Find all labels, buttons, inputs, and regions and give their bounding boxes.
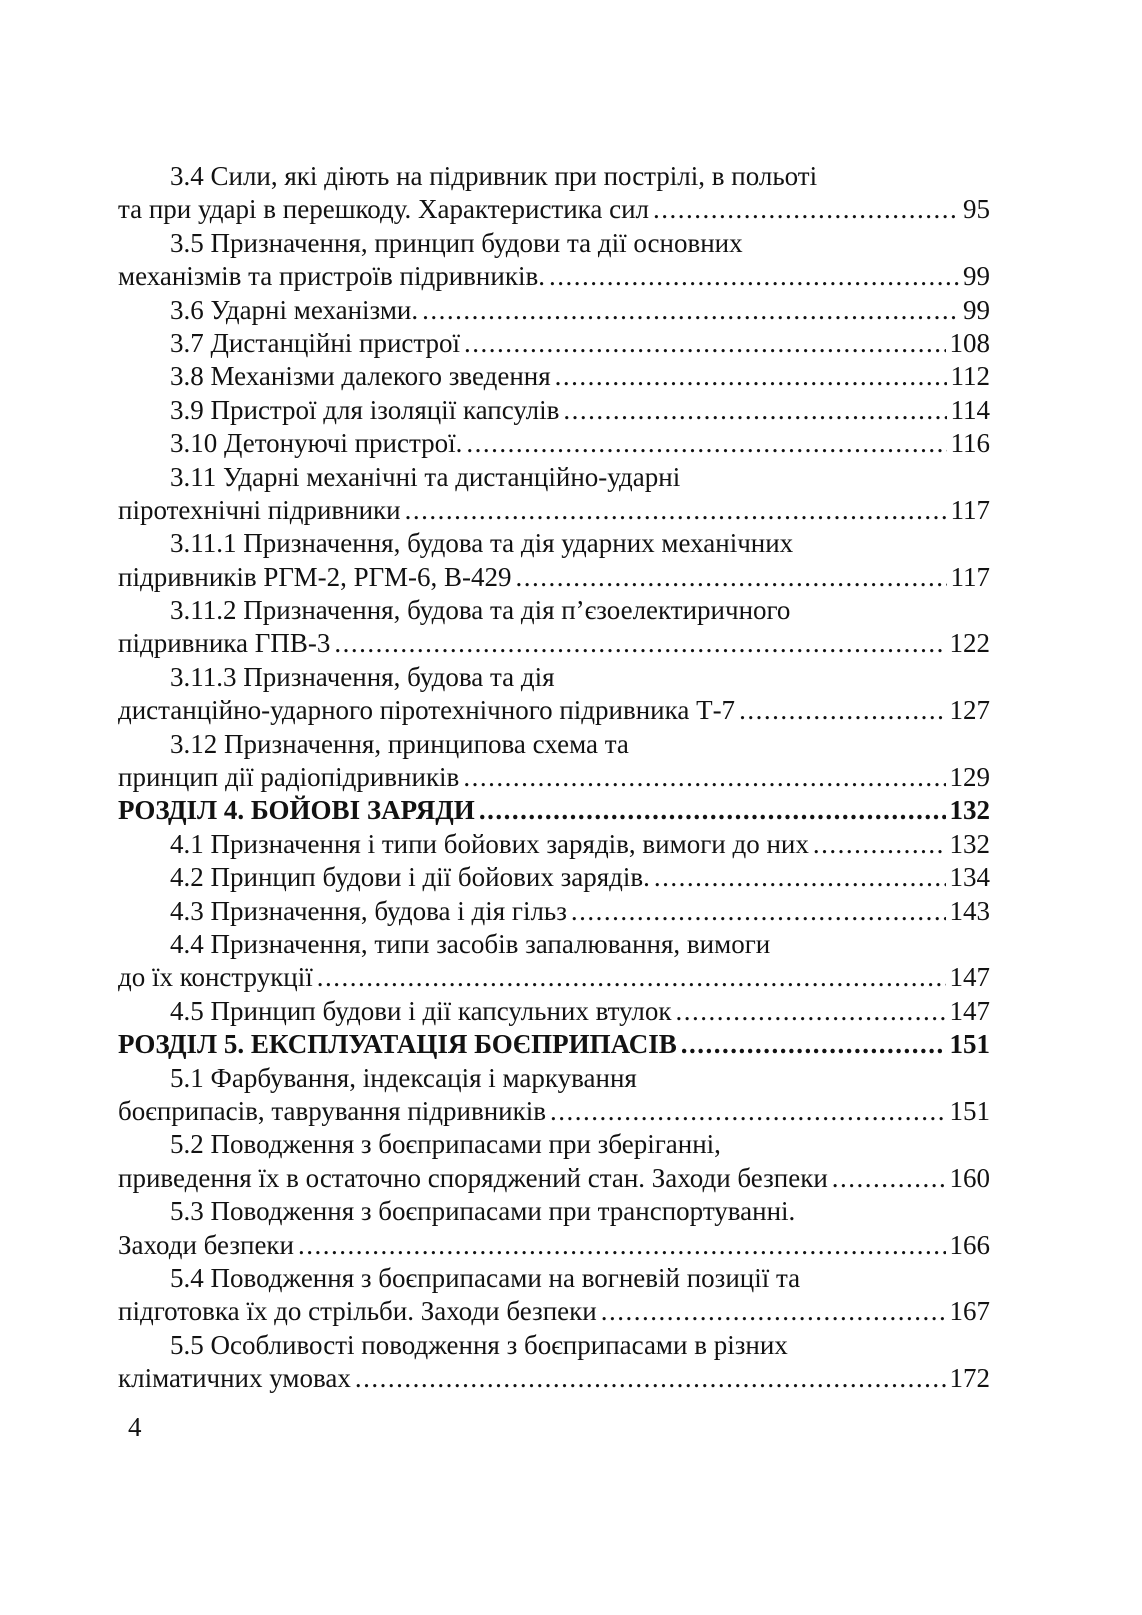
toc-line (118, 1295, 990, 1328)
toc-page-number: 134 (949, 862, 990, 893)
toc-page-number: 129 (949, 762, 990, 793)
toc-page-number: 172 (949, 1363, 990, 1394)
toc-line (118, 728, 990, 761)
toc-entry-text: приведення їх в остаточно споряджений стан. Заходи безпеки (118, 1162, 828, 1193)
toc-entry-text: та при ударі в перешкоду. Характеристика сил (118, 194, 650, 225)
dot-leader (464, 327, 945, 360)
toc-page-number: 143 (949, 895, 990, 926)
toc-line (118, 193, 990, 226)
dot-leader (601, 1295, 946, 1328)
toc-entry-text: дистанційно-ударного піротехнічного підривника Т-7 (118, 695, 736, 726)
toc-page-number: 108 (949, 327, 990, 358)
toc-entry-text: боєприпасів, таврування підривників (118, 1095, 546, 1126)
toc-page-number: 117 (950, 494, 990, 525)
dot-leader (463, 761, 945, 794)
toc-page-number: 132 (949, 795, 990, 826)
toc-entry-text: 4.3 Призначення, будова і дія гільз (170, 895, 567, 926)
dot-leader (653, 193, 959, 226)
toc-line (118, 895, 990, 928)
dot-leader (405, 494, 947, 527)
dot-leader (571, 895, 946, 928)
dot-leader (317, 961, 946, 994)
toc-entry-text: до їх конструкції (118, 962, 313, 993)
toc-line (118, 1095, 990, 1128)
toc-page-number: 151 (949, 1029, 990, 1060)
dot-leader (832, 1162, 946, 1195)
toc-page-number: 132 (949, 828, 990, 859)
dot-leader (813, 828, 946, 861)
toc-page-number: 117 (950, 561, 990, 592)
toc-entry-text: підготовка їх до стрільби. Заходи безпеки (118, 1296, 597, 1327)
toc-entry-text: РОЗДІЛ 5. ЕКСПЛУАТАЦІЯ БОЄПРИПАСІВ (118, 1029, 677, 1060)
toc-entry-text: 3.11.1 Призначення, будова та дія ударних механічних (170, 528, 794, 559)
toc-line (118, 794, 990, 827)
toc-line (118, 828, 990, 861)
toc-line (118, 294, 990, 327)
toc-line (118, 1195, 990, 1228)
toc-entry-text: 5.5 Особливості поводження з боєприпасами в різних (170, 1329, 788, 1360)
toc-page-number: 116 (950, 428, 990, 459)
toc-line (118, 995, 990, 1028)
toc-page-number: 147 (949, 995, 990, 1026)
toc-entry-text: 3.6 Ударні механізми. (170, 294, 419, 325)
toc-line (118, 1162, 990, 1195)
toc-page-number: 99 (963, 294, 990, 325)
toc-entry-text: РОЗДІЛ 4. БОЙОВІ ЗАРЯДИ (118, 795, 475, 826)
toc-line (118, 360, 990, 393)
toc-line (118, 1329, 990, 1362)
dot-leader (739, 694, 945, 727)
toc-line (118, 1229, 990, 1262)
dot-leader (422, 294, 959, 327)
toc-entry-text: 3.10 Детонуючі пристрої. (170, 428, 463, 459)
toc-page-number: 99 (963, 261, 990, 292)
toc-line (118, 627, 990, 660)
toc-line (118, 461, 990, 494)
dot-leader (298, 1229, 945, 1262)
toc-entry-text: 3.11.2 Призначення, будова та дія п’єзоелектиричного (170, 595, 791, 626)
toc-line (118, 227, 990, 260)
dot-leader (466, 427, 946, 460)
toc-entry-text: 4.1 Призначення і типи бойових зарядів, вимоги до них (170, 828, 809, 859)
toc-entry-text: 3.4 Сили, які діють на підривник при пострілі, в польоті (170, 161, 818, 191)
toc-entry-text: 3.5 Призначення, принцип будови та дії основних (170, 227, 743, 258)
toc-entry-text: 3.11 Ударні механічні та дистанційно-ударні (170, 461, 681, 492)
toc-page-number: 122 (949, 628, 990, 659)
toc-page-number: 112 (950, 361, 990, 392)
toc-entry-text: піротехнічні підривники (118, 494, 401, 525)
toc-entry-text: підривника ГПВ-3 (118, 628, 331, 659)
table-of-contents (118, 160, 990, 1395)
toc-entry-text: 5.1 Фарбування, індексація і маркування (170, 1062, 637, 1093)
toc-line (118, 761, 990, 794)
toc-line (118, 1062, 990, 1095)
toc-line (118, 594, 990, 627)
toc-line (118, 527, 990, 560)
dot-leader (676, 995, 946, 1028)
toc-line (118, 327, 990, 360)
dot-leader (555, 360, 947, 393)
toc-entry-text: 4.2 Принцип будови і дії бойових зарядів. (170, 862, 650, 893)
toc-line (118, 427, 990, 460)
dot-leader (355, 1362, 946, 1395)
toc-entry-text: кліматичних умовах (118, 1363, 351, 1394)
toc-line (118, 861, 990, 894)
toc-page-number: 114 (950, 394, 990, 425)
toc-line (118, 494, 990, 527)
dot-leader (549, 260, 959, 293)
toc-entry-text: 4.5 Принцип будови і дії капсульних втулок (170, 995, 672, 1026)
toc-entry-text: 5.2 Поводження з боєприпасами при зберіганні, (170, 1129, 721, 1160)
toc-line (118, 661, 990, 694)
dot-leader (550, 1095, 946, 1128)
dot-leader (479, 794, 946, 827)
toc-line (118, 1028, 990, 1061)
toc-entry-text: 3.9 Пристрої для ізоляції капсулів (170, 394, 560, 425)
toc-page-number: 147 (949, 962, 990, 993)
dot-leader (515, 561, 946, 594)
toc-line (118, 1128, 990, 1161)
toc-page-number: 166 (949, 1229, 990, 1260)
toc-page-number: 160 (949, 1162, 990, 1193)
toc-line (118, 260, 990, 293)
toc-entry-text: підривників РГМ-2, РГМ-6, В-429 (118, 561, 512, 592)
toc-page-number: 127 (949, 695, 990, 726)
dot-leader (563, 394, 946, 427)
toc-line (118, 694, 990, 727)
toc-line (118, 1362, 990, 1395)
toc-line (118, 1262, 990, 1295)
toc-entry-text: 3.12 Призначення, принципова схема та (170, 728, 629, 759)
toc-page-number: 95 (963, 194, 990, 225)
toc-line (118, 961, 990, 994)
toc-entry-text: 3.8 Механізми далекого зведення (170, 361, 551, 392)
toc-line (118, 928, 990, 961)
toc-line (118, 561, 990, 594)
dot-leader (681, 1028, 946, 1061)
toc-entry-text: Заходи безпеки (118, 1229, 295, 1260)
toc-entry-text: механізмів та пристроїв підривників. (118, 261, 545, 292)
toc-entry-text: принцип дії радіопідривників (118, 762, 460, 793)
dot-leader (654, 861, 946, 894)
toc-line (118, 394, 990, 427)
toc-entry-text: 5.4 Поводження з боєприпасами на вогневій позиції та (170, 1262, 801, 1293)
dot-leader (334, 627, 945, 660)
toc-entry-text: 5.3 Поводження з боєприпасами при транспортуванні. (170, 1196, 796, 1227)
toc-entry-text: 3.7 Дистанційні пристрої (170, 327, 461, 358)
toc-page-number: 151 (949, 1095, 990, 1126)
toc-entry-text: 4.4 Призначення, типи засобів запалювання, вимоги (170, 928, 771, 959)
toc-page-number: 167 (949, 1296, 990, 1327)
toc-entry-text: 3.11.3 Призначення, будова та дія (170, 661, 555, 692)
toc-line (118, 160, 990, 193)
page-number-footer: 4 (128, 1412, 142, 1443)
